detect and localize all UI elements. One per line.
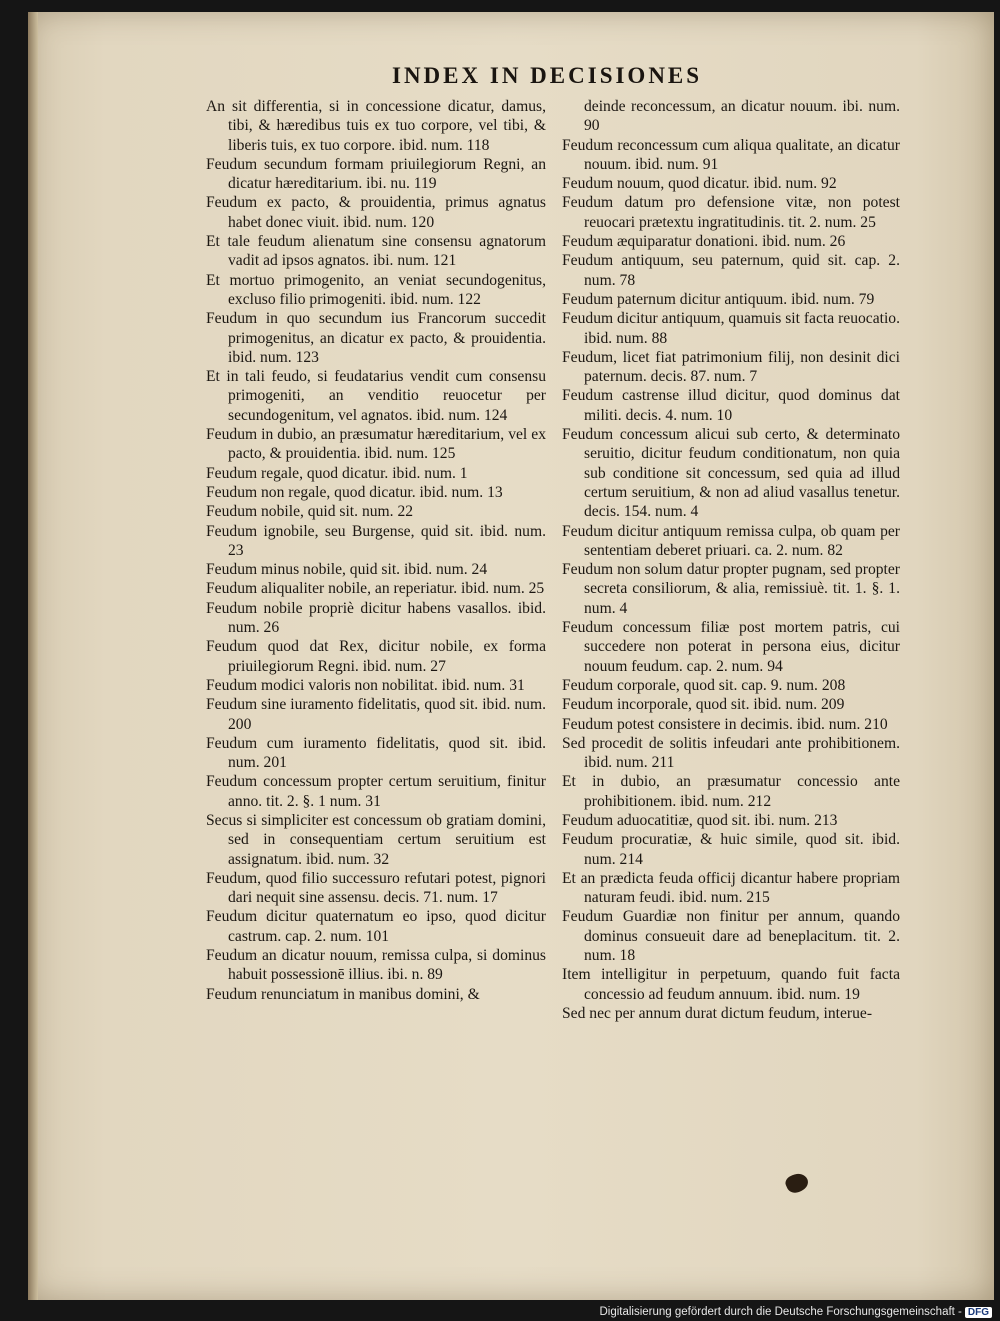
index-entry: Feudum cum iuramento fidelitatis, quod sit. ibid. num. 201 — [206, 734, 546, 772]
left-index-column — [206, 97, 546, 1004]
index-entry: Feudum reconcessum cum aliqua qualitate, an dicatur nouum. ibid. num. 91 — [562, 136, 900, 173]
index-entry: Feudum concessum filiæ post mortem patris, cui succedere non poterat in persona eius, dicitur nouum feudum. cap. 2. num. 94 — [562, 619, 900, 675]
index-entry: Feudum, licet fiat patrimonium filij, non desinit dici paternum. decis. 87. num. 7 — [562, 348, 900, 386]
index-entry: Feudum nouum, quod dicatur. ibid. num. 92 — [562, 175, 837, 193]
index-entry: Feudum in dubio, an præsumatur hæreditarium, vel ex pacto, & prouidentia. ibid. num. 125 — [206, 426, 546, 463]
index-entry: Feudum datum pro defensione vitæ, non potest reuocari prætextu ingratitudinis. tit. 2. num. 25 — [562, 194, 900, 231]
right-index-column — [562, 97, 900, 1023]
index-entry: Sed nec per annum durat dictum feudum, interue- — [562, 1004, 873, 1022]
index-entry: Feudum ex pacto, & prouidentia, primus agnatus habet donec viuit. ibid. num. 120 — [206, 194, 546, 231]
index-entry-continuation: deinde reconcessum, an dicatur nouum. ibi. num. 90 — [584, 98, 900, 135]
index-entry: Feudum non solum datur propter pugnam, sed propter secreta consiliorum, & alia, remissiuè. tit. 1. §. 1. num. 4 — [562, 561, 900, 617]
index-entry: Feudum nobile propriè dicitur habens vasallos. ibid. num. 26 — [206, 599, 546, 637]
dfg-logo: DFG — [965, 1307, 992, 1318]
index-entry: Feudum potest consistere in decimis. ibid. num. 210 — [562, 715, 888, 733]
index-entry: Feudum concessum propter certum seruitium, finitur anno. tit. 2. §. 1 num. 31 — [206, 773, 546, 810]
index-entry: An sit differentia, si in concessione dicatur, damus, tibi, & hæredibus tuis ex tuo corpore, vel tibi, & liberis tuis, ex tuo corpore. ibid. num. 118 — [206, 98, 546, 154]
index-entry: Feudum concessum alicui sub certo, & determinato seruitio, dicitur feudum conditionatum, non quia sub conditione sit concessum, sed quia ad illud certum seruitium, & non ad aliud vasallus tenetur. decis. 154. num. 4 — [562, 426, 900, 521]
index-entry: Feudum æquiparatur donationi. ibid. num. 26 — [562, 233, 846, 251]
index-entry: Feudum procuratiæ, & huic simile, quod sit. ibid. num. 214 — [562, 831, 900, 868]
index-entry: Feudum an dicatur nouum, remissa culpa, si dominus habuit possessionē illius. ibi. n. 89 — [206, 947, 546, 984]
index-entry: Sed procedit de solitis infeudari ante prohibitionem. ibid. num. 211 — [562, 734, 900, 772]
digitization-footer — [599, 1306, 992, 1318]
page-gutter — [28, 12, 38, 1300]
index-entry: Et in dubio, an præsumatur concessio ante prohibitionem. ibid. num. 212 — [562, 773, 900, 810]
index-entry: Feudum aliqualiter nobile, an reperiatur. ibid. num. 25 — [206, 580, 545, 598]
index-entry: Feudum secundum formam priuilegiorum Regni, an dicatur hæreditarium. ibi. nu. 119 — [206, 155, 546, 193]
index-entry: Feudum dicitur antiquum, quamuis sit facta reuocatio. ibid. num. 88 — [562, 310, 900, 347]
index-entry: Feudum nobile, quid sit. num. 22 — [206, 503, 414, 521]
index-entry: Feudum aduocatitiæ, quod sit. ibi. num. 213 — [562, 811, 838, 829]
index-entry: Feudum incorporale, quod sit. ibid. num. 209 — [562, 696, 845, 714]
index-entry: Feudum sine iuramento fidelitatis, quod sit. ibid. num. 200 — [206, 696, 546, 733]
index-entry: Et tale feudum alienatum sine consensu agnatorum vadit ad ipsos agnatos. ibi. num. 121 — [206, 233, 546, 270]
index-entry: Feudum dicitur antiquum remissa culpa, ob quam per sententiam deberet priuari. ca. 2. num. 82 — [562, 522, 900, 559]
index-entry: Feudum, quod filio successuro refutari potest, pignori dari nequit sine assensu. decis. 71. num. 17 — [206, 869, 546, 907]
index-entry: Item intelligitur in perpetuum, quando fuit facta concessio ad feudum annuum. ibid. num. 19 — [562, 966, 900, 1003]
index-entry: Feudum dicitur quaternatum eo ipso, quod dicitur castrum. cap. 2. num. 101 — [206, 908, 546, 945]
index-entry: Feudum modici valoris non nobilitat. ibid. num. 31 — [206, 676, 525, 694]
index-entry: Feudum in quo secundum ius Francorum succedit primogenitus, an dicatur ex pacto, & prouidentia. ibid. num. 123 — [206, 310, 546, 366]
index-entry: Feudum quod dat Rex, dicitur nobile, ex forma priuilegiorum Regni. ibid. num. 27 — [206, 638, 546, 675]
index-entry: Feudum renunciatum in manibus domini, & — [206, 985, 480, 1003]
index-entry: Feudum non regale, quod dicatur. ibid. num. 13 — [206, 483, 503, 501]
index-entry: Feudum castrense illud dicitur, quod dominus dat militi. decis. 4. num. 10 — [562, 387, 900, 424]
index-entry: Feudum minus nobile, quid sit. ibid. num. 24 — [206, 561, 488, 579]
index-entry: Et in tali feudo, si feudatarius vendit cum consensu primogeniti, an venditio reuocetur per secundogenitum, vel agnatos. ibid. num. 124 — [206, 368, 546, 424]
index-entry: Et an prædicta feuda officij dicantur habere propriam naturam feudi. ibid. num. 215 — [562, 869, 900, 907]
index-entry: Feudum corporale, quod sit. cap. 9. num. 208 — [562, 676, 846, 694]
footer-text: Digitalisierung gefördert durch die Deutsche Forschungsgemeinschaft - — [599, 1306, 962, 1318]
index-entry: Secus si simpliciter est concessum ob gratiam domini, sed in consequentiam certum seruitium est assignatum. ibid. num. 32 — [206, 811, 546, 868]
index-entry: Et mortuo primogenito, an veniat secundogenitus, excluso filio primogeniti. ibid. num. 122 — [206, 271, 546, 308]
running-head: INDEX IN DECISIONES — [392, 63, 703, 88]
index-entry: Feudum ignobile, seu Burgense, quid sit. ibid. num. 23 — [206, 522, 546, 559]
index-entry: Feudum Guardiæ non finitur per annum, quando dominus consueuit dare ad beneplacitum. tit. 2. num. 18 — [562, 908, 900, 965]
index-entry: Feudum antiquum, seu paternum, quid sit. cap. 2. num. 78 — [562, 252, 900, 289]
index-entry: Feudum paternum dicitur antiquum. ibid. num. 79 — [562, 290, 875, 308]
index-entry: Feudum regale, quod dicatur. ibid. num. 1 — [206, 464, 468, 482]
